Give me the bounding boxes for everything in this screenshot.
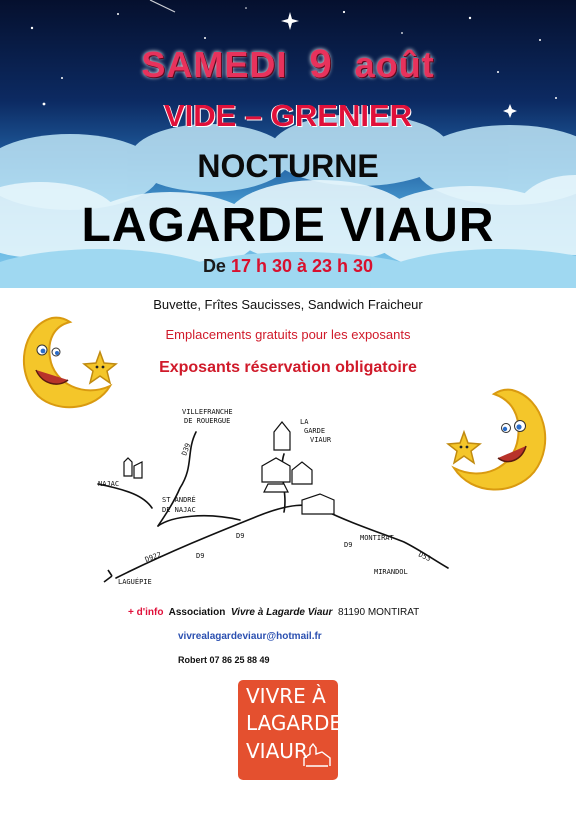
label-road-d9-c: D9 — [236, 532, 245, 540]
label-st-andre-1: ST ANDRÉ — [162, 496, 196, 504]
star-icon — [281, 12, 299, 30]
event-type: VIDE – GRENIER — [163, 98, 413, 133]
date-day: SAMEDI — [141, 44, 288, 85]
hours-value: 17 h 30 à 23 h 30 — [230, 256, 374, 276]
label-st-andre-2: DE NAJAC — [162, 506, 196, 514]
logo-line-3: VIAUR — [246, 739, 308, 763]
label-road-d53: D53 — [417, 550, 433, 564]
logo-line-1: VIVRE À — [246, 684, 326, 708]
free-pitches-text: Emplacements gratuits pour les exposants — [165, 327, 411, 342]
date-number: 9 — [309, 42, 333, 86]
label-najac: NAJAC — [98, 480, 120, 488]
refreshments-text: Buvette, Frîtes Saucisses, Sandwich Fraicheur — [153, 297, 423, 312]
label-road-d9-a: D9 — [196, 552, 205, 560]
label-road-d39: D39 — [180, 442, 193, 457]
event-date — [0, 42, 576, 87]
event-kind: NOCTURNE — [197, 148, 379, 184]
label-road-d9-b: D9 — [344, 541, 353, 549]
label-la-garde-1: LA — [300, 418, 309, 426]
label-la-garde-2: GARDE — [304, 427, 326, 435]
label-villefranche: VILLEFRANCHE — [182, 408, 233, 416]
logo-line-2: LAGARDE — [246, 711, 343, 735]
booking-required-text: Exposants réservation obligatoire — [159, 359, 417, 376]
label-road-d922: D922 — [143, 550, 163, 564]
village-icon — [124, 458, 142, 478]
village-icon — [302, 742, 332, 768]
date-month: août — [354, 44, 435, 85]
label-montirat: MONTIRAT — [360, 534, 394, 542]
label-mirandol: MIRANDOL — [374, 568, 408, 576]
event-location: LAGARDE VIAUR — [81, 199, 495, 252]
label-villefranche-2: DE ROUERGUE — [184, 417, 231, 425]
night-sky-banner — [0, 0, 576, 288]
association-name: Vivre à Lagarde Viaur — [230, 607, 333, 618]
postal-address: 81190 MONTIRAT — [337, 607, 420, 618]
contact-phone: Robert 07 86 25 88 49 — [178, 655, 270, 665]
contact-email[interactable]: vivrealagardeviaur@hotmail.fr — [178, 631, 322, 642]
association-label: Association — [168, 607, 226, 618]
hours-prefix: De — [202, 256, 226, 276]
more-info-label: + d'info — [128, 607, 164, 618]
event-hours — [0, 256, 576, 277]
contact-association — [128, 607, 419, 618]
association-logo — [238, 680, 343, 780]
label-la-garde-3: VIAUR — [310, 436, 332, 444]
star-icon — [84, 352, 116, 383]
label-laguepie: LAGUÉPIE — [118, 578, 152, 586]
access-map — [88, 392, 468, 592]
